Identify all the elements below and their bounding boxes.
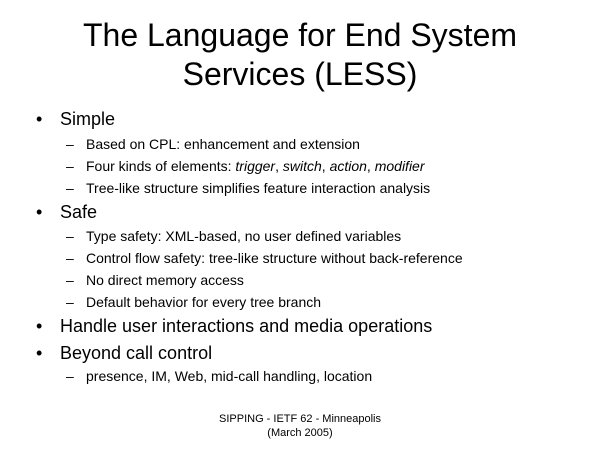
dash-marker: – bbox=[66, 228, 74, 244]
title-line-1: The Language for End System bbox=[82, 17, 518, 53]
sub-bullet-text: Control flow safety: tree-like structure without back-reference bbox=[86, 250, 463, 266]
sub-bullet bbox=[66, 179, 430, 197]
separator: , bbox=[366, 158, 375, 174]
bullet-label: Handle user interactions and media operations bbox=[60, 316, 433, 336]
bullet-marker: • bbox=[36, 202, 43, 222]
dash-marker: – bbox=[66, 368, 74, 384]
bullet-simple bbox=[36, 108, 115, 130]
sub-bullet bbox=[66, 271, 244, 289]
bullet-label: Beyond call control bbox=[60, 343, 213, 363]
sub-bullet-text: Tree-like structure simplifies feature interaction analysis bbox=[86, 180, 431, 196]
footer-line-2: (March 2005) bbox=[267, 427, 333, 439]
sub-bullet bbox=[66, 293, 321, 311]
bullet-handle-interactions bbox=[36, 315, 432, 337]
separator: , bbox=[321, 158, 330, 174]
slide-title bbox=[0, 16, 600, 94]
element-trigger: trigger bbox=[235, 158, 276, 174]
bullet-safe bbox=[36, 201, 97, 223]
sub-bullet bbox=[66, 367, 372, 385]
dash-marker: – bbox=[66, 294, 74, 310]
bullet-label: Simple bbox=[60, 109, 116, 129]
dash-marker: – bbox=[66, 180, 74, 196]
sub-bullet bbox=[66, 227, 401, 245]
sub-bullet bbox=[66, 249, 463, 267]
element-action: action bbox=[329, 158, 367, 174]
sub-bullet bbox=[66, 135, 360, 153]
element-modifier: modifier bbox=[374, 158, 425, 174]
sub-bullet-text: Based on CPL: enhancement and extension bbox=[86, 136, 360, 152]
sub-bullet-text: Default behavior for every tree branch bbox=[86, 294, 322, 310]
sub-bullet-text: No direct memory access bbox=[86, 272, 244, 288]
dash-marker: – bbox=[66, 272, 74, 288]
dash-marker: – bbox=[66, 136, 74, 152]
slide-footer bbox=[0, 412, 600, 440]
dash-marker: – bbox=[66, 250, 74, 266]
bullet-label: Safe bbox=[60, 202, 98, 222]
bullet-marker: • bbox=[36, 343, 43, 363]
footer-line-1: SIPPING - IETF 62 - Minneapolis bbox=[219, 413, 381, 425]
sub-bullet-text-prefix: Four kinds of elements: bbox=[86, 158, 236, 174]
sub-bullet bbox=[66, 157, 425, 175]
bullet-beyond-call-control bbox=[36, 342, 212, 364]
separator: , bbox=[275, 158, 283, 174]
element-switch: switch bbox=[282, 158, 322, 174]
bullet-marker: • bbox=[36, 316, 43, 336]
sub-bullet-text: presence, IM, Web, mid-call handling, location bbox=[86, 368, 373, 384]
title-line-2: Services (LESS) bbox=[182, 56, 418, 92]
sub-bullet-text: Type safety: XML-based, no user defined variables bbox=[86, 228, 402, 244]
bullet-marker: • bbox=[36, 109, 43, 129]
dash-marker: – bbox=[66, 158, 74, 174]
